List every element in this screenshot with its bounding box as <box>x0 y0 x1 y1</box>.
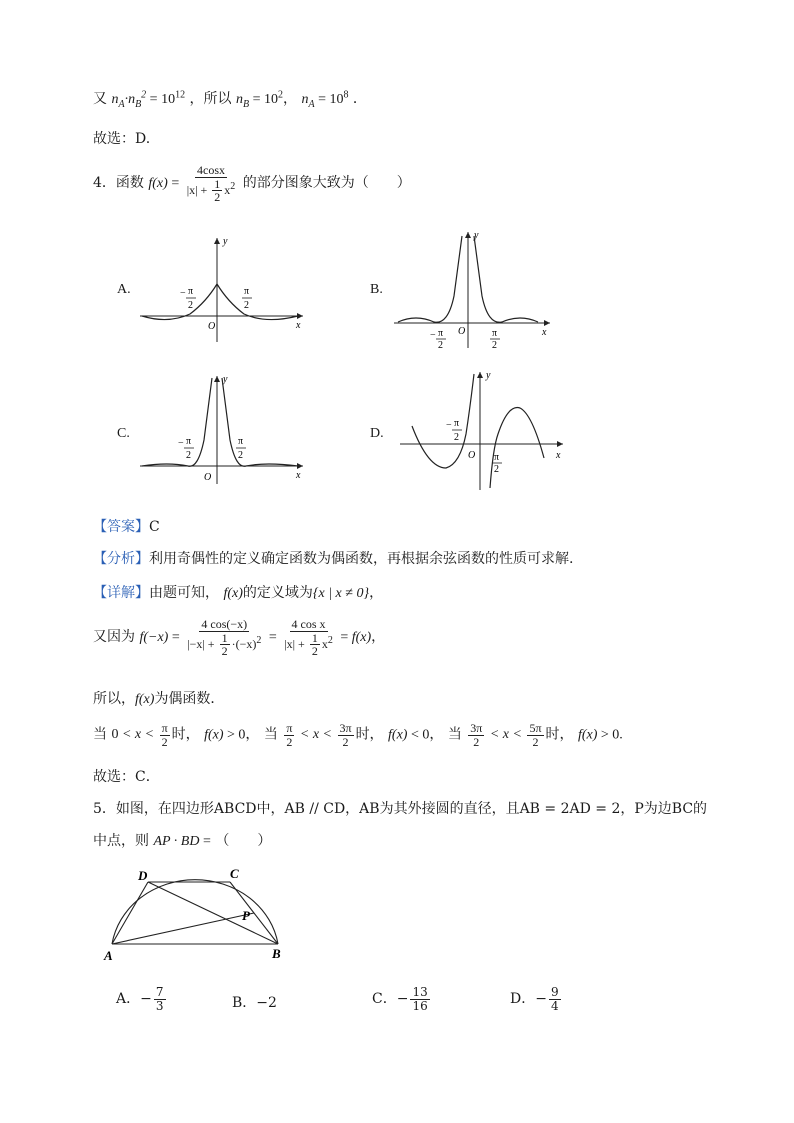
svg-text:π: π <box>238 436 244 447</box>
graph-option-a <box>138 232 308 347</box>
point-a-label: A <box>104 948 113 962</box>
svg-text:π: π <box>492 328 498 339</box>
graph-option-b <box>392 226 557 351</box>
point-p-label: P <box>242 908 250 923</box>
analysis-line: 【分析】利用奇偶性的定义确定函数为偶函数，再根据余弦函数的性质可求解. <box>93 551 574 567</box>
graph-option-d <box>398 368 568 493</box>
svg-text:y: y <box>486 370 491 381</box>
svg-text:π: π <box>438 328 444 339</box>
svg-text:2: 2 <box>494 464 499 475</box>
formula-na: $n_A = 10^8$ <box>301 89 349 110</box>
svg-text:π: π <box>454 418 460 429</box>
even-proof-formula: f(−x) = 4 cos(−x) |−x| + $\frac{1}{2}$ $\cdot(-x)^2$ = 4 cos x |x| + $\frac{1}{2}$ $x^2$ = f(x) <box>139 617 372 659</box>
svg-text:y: y <box>223 236 228 247</box>
q5-option-d: D．− $\frac{9}{4}$ <box>510 985 559 1013</box>
question-4: 4．函数 f(x) = 4cosx |x| + $\frac{1}{2}$ $x^2$ 的部分图象大致为（ ） <box>93 163 411 205</box>
even-line: 所以，f(x)为偶函数． <box>93 691 225 707</box>
formula-na-nb: $n_A\cdot n_B^2 = 10^{12}$ <box>111 89 186 110</box>
question-5-line-1: 5．如图，在四边形ABCD中，AB // CD，AB为其外接圆的直径，且AB = 2AD = 2，P为边BC的 <box>93 801 708 817</box>
again-line: 又因为 f(−x) = 4 cos(−x) |−x| + $\frac{1}{2}$ $\cdot(-x)^2$ = 4 cos x |x| + $\frac{1}{2}$ $x^2$ = f(x)， <box>93 617 386 659</box>
svg-text:x: x <box>542 327 547 338</box>
svg-text:−: − <box>178 438 184 449</box>
svg-text:y: y <box>223 374 228 385</box>
svg-text:π: π <box>494 452 500 463</box>
answer-line: 【答案】C <box>93 519 160 535</box>
svg-text:2: 2 <box>492 340 497 351</box>
svg-text:x: x <box>296 320 301 331</box>
text-line-1: 又 $n_A\cdot n_B^2 = 10^{12}$ ，所以 $n_B = 10^2$， $n_A = 10^8$ ． <box>93 89 367 110</box>
point-c-label: C <box>230 866 239 881</box>
svg-text:O: O <box>204 472 212 483</box>
dot-product-formula: AP · BD = <box>153 834 211 849</box>
svg-text:2: 2 <box>186 450 191 461</box>
cases-line: 当 0 < x < $\frac{\pi}{2}$ 时， f(x) > 0， 当 $\frac{\pi}{2}$ < x < $\frac{3\pi}{2}$ 时， f(x) < 0， 当 $\frac{3\pi}{2}$ < x < $\frac{5\pi}{2}$ 时， f(x) > 0. <box>93 721 623 749</box>
q5-option-a: A．− $\frac{7}{3}$ <box>116 985 164 1013</box>
svg-text:−: − <box>446 420 452 431</box>
svg-text:2: 2 <box>238 450 243 461</box>
svg-text:2: 2 <box>454 432 459 443</box>
svg-text:x: x <box>556 450 561 461</box>
q5-option-c: C．− $\frac{13}{16}$ <box>372 985 428 1013</box>
option-a-label: A. <box>117 282 131 297</box>
svg-text:−: − <box>180 288 186 299</box>
text-line-2: 故选：D. <box>93 131 151 147</box>
point-b-label: B <box>272 946 281 961</box>
point-d-label: D <box>138 868 148 883</box>
svg-text:2: 2 <box>188 300 193 311</box>
svg-text:π: π <box>244 286 250 297</box>
detail-line: 【详解】由题可知， f(x)的定义域为{x | x ≠ 0}， <box>93 585 384 601</box>
function-formula: f(x) = 4cosx |x| + $\frac{1}{2}$ $x^2$ <box>148 163 236 205</box>
graph-option-c <box>138 370 308 485</box>
svg-text:O: O <box>458 326 466 337</box>
svg-text:π: π <box>186 436 192 447</box>
option-c-label: C. <box>117 426 130 441</box>
option-d-label: D. <box>370 426 384 441</box>
svg-text:π: π <box>188 286 194 297</box>
svg-text:−: − <box>430 330 436 341</box>
svg-text:y: y <box>474 230 479 241</box>
option-b-label: B. <box>370 282 383 297</box>
question-5-line-2: 中点，则 AP · BD = （ ） <box>93 833 272 849</box>
quadrilateral-figure <box>100 862 290 962</box>
svg-text:x: x <box>296 470 301 481</box>
formula-nb: $n_B = 10^2$ <box>235 89 283 110</box>
svg-text:2: 2 <box>244 300 249 311</box>
svg-text:O: O <box>208 321 216 332</box>
choose-line: 故选：C． <box>93 769 160 785</box>
svg-text:2: 2 <box>438 340 443 351</box>
q5-option-b: B．−2 <box>232 995 277 1011</box>
svg-text:O: O <box>468 450 476 461</box>
